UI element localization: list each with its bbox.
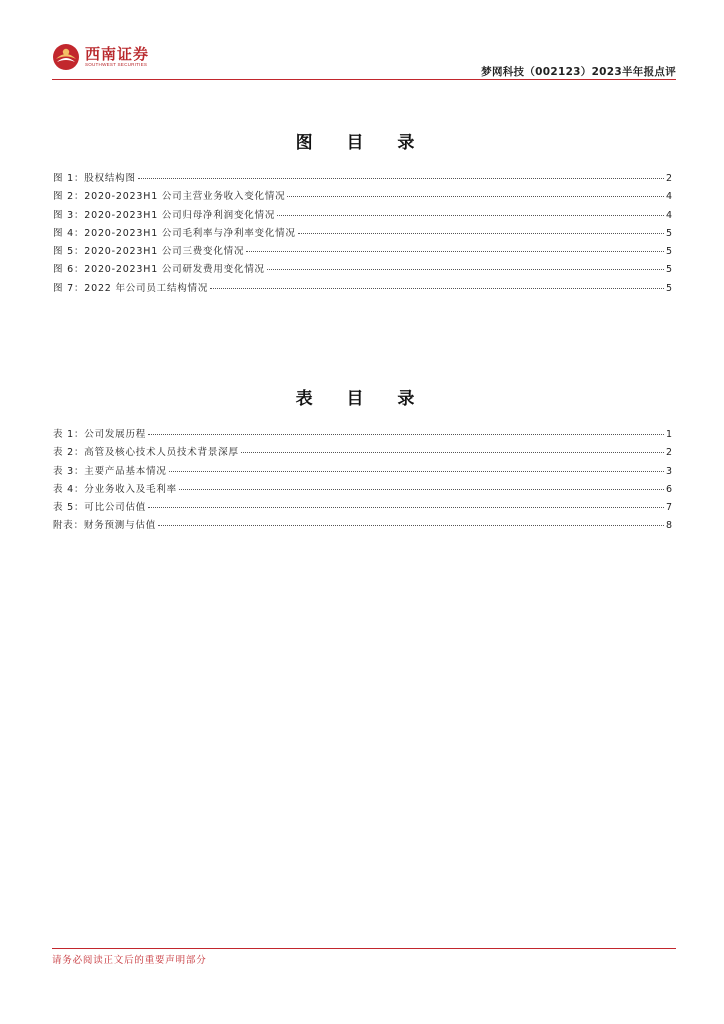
- toc-entry-label: 图 3：2020-2023H1 公司归母净利润变化情况: [53, 209, 276, 221]
- toc-entry-figure-4[interactable]: [53, 225, 672, 243]
- toc-entry-page: 6: [665, 483, 672, 495]
- tables-toc-list: [53, 426, 672, 536]
- report-title: 梦网科技（002123）2023半年报点评: [481, 66, 676, 78]
- toc-entry-label: 图 1：股权结构图: [53, 173, 136, 184]
- toc-entry-label: 表 2：高管及核心技术人员技术背景深厚: [53, 447, 239, 459]
- toc-entry-page: 2: [665, 447, 672, 459]
- toc-entry-label: 附表：财务预测与估值: [53, 520, 157, 532]
- toc-entry-table-3[interactable]: [53, 463, 672, 481]
- toc-leader-dots: [138, 178, 664, 179]
- disclaimer-note: 请务必阅读正文后的重要声明部分: [52, 955, 207, 966]
- toc-leader-dots: [148, 507, 664, 508]
- toc-entry-figure-2[interactable]: [53, 188, 672, 206]
- toc-leader-dots: [298, 233, 664, 234]
- toc-entry-figure-3[interactable]: [53, 207, 672, 225]
- logo-chinese-name: 西南证券: [85, 45, 150, 63]
- toc-entry-label: 图 4：2020-2023H1 公司毛利率与净利率变化情况: [53, 227, 296, 239]
- toc-entry-page: 5: [665, 282, 672, 294]
- toc-entry-label: 图 6：2020-2023H1 公司研发费用变化情况: [53, 264, 265, 276]
- toc-entry-appendix-table[interactable]: [53, 517, 672, 535]
- toc-entry-page: 4: [665, 191, 672, 203]
- toc-entry-table-2[interactable]: [53, 444, 672, 462]
- toc-entry-page: 1: [665, 429, 672, 440]
- toc-entry-figure-1[interactable]: [53, 170, 672, 188]
- header-divider: [52, 79, 676, 80]
- footer-divider: [52, 948, 676, 949]
- toc-leader-dots: [277, 215, 664, 216]
- toc-entry-page: 4: [665, 209, 672, 221]
- toc-leader-dots: [287, 196, 664, 197]
- tables-toc-heading: 表 目 录: [295, 389, 429, 409]
- toc-entry-table-5[interactable]: [53, 499, 672, 517]
- toc-entry-table-4[interactable]: [53, 481, 672, 499]
- toc-entry-label: 表 4：分业务收入及毛利率: [53, 483, 177, 495]
- toc-entry-figure-7[interactable]: [53, 280, 672, 298]
- toc-entry-page: 5: [665, 227, 672, 239]
- toc-entry-label: 图 2：2020-2023H1 公司主营业务收入变化情况: [53, 191, 286, 203]
- toc-leader-dots: [241, 452, 664, 453]
- toc-entry-page: 5: [665, 246, 672, 258]
- toc-entry-page: 2: [665, 173, 672, 184]
- toc-entry-label: 表 1：公司发展历程: [53, 429, 147, 440]
- toc-entry-page: 3: [665, 465, 672, 477]
- toc-entry-label: 图 7：2022 年公司员工结构情况: [53, 282, 209, 294]
- toc-leader-dots: [148, 434, 664, 435]
- figures-toc-heading: 图 目 录: [295, 133, 429, 153]
- toc-leader-dots: [158, 525, 664, 526]
- toc-entry-page: 7: [665, 502, 672, 514]
- toc-leader-dots: [267, 269, 664, 270]
- southwest-securities-logo-icon: [52, 43, 80, 71]
- toc-entry-figure-5[interactable]: [53, 243, 672, 261]
- toc-entry-table-1[interactable]: [53, 426, 672, 444]
- toc-entry-page: 8: [665, 520, 672, 532]
- toc-leader-dots: [210, 288, 664, 289]
- toc-leader-dots: [169, 471, 664, 472]
- toc-entry-figure-6[interactable]: [53, 261, 672, 279]
- logo-english-name: SOUTHWEST SECURITIES: [85, 62, 148, 67]
- page-header: [52, 40, 676, 80]
- toc-leader-dots: [246, 251, 664, 252]
- toc-entry-label: 图 5：2020-2023H1 公司三费变化情况: [53, 246, 245, 258]
- toc-leader-dots: [179, 489, 664, 490]
- figures-toc-list: [53, 170, 672, 298]
- toc-entry-label: 表 3：主要产品基本情况: [53, 465, 167, 477]
- toc-entry-label: 表 5：可比公司估值: [53, 502, 147, 514]
- brand-logo: [52, 40, 149, 74]
- toc-entry-page: 5: [665, 264, 672, 276]
